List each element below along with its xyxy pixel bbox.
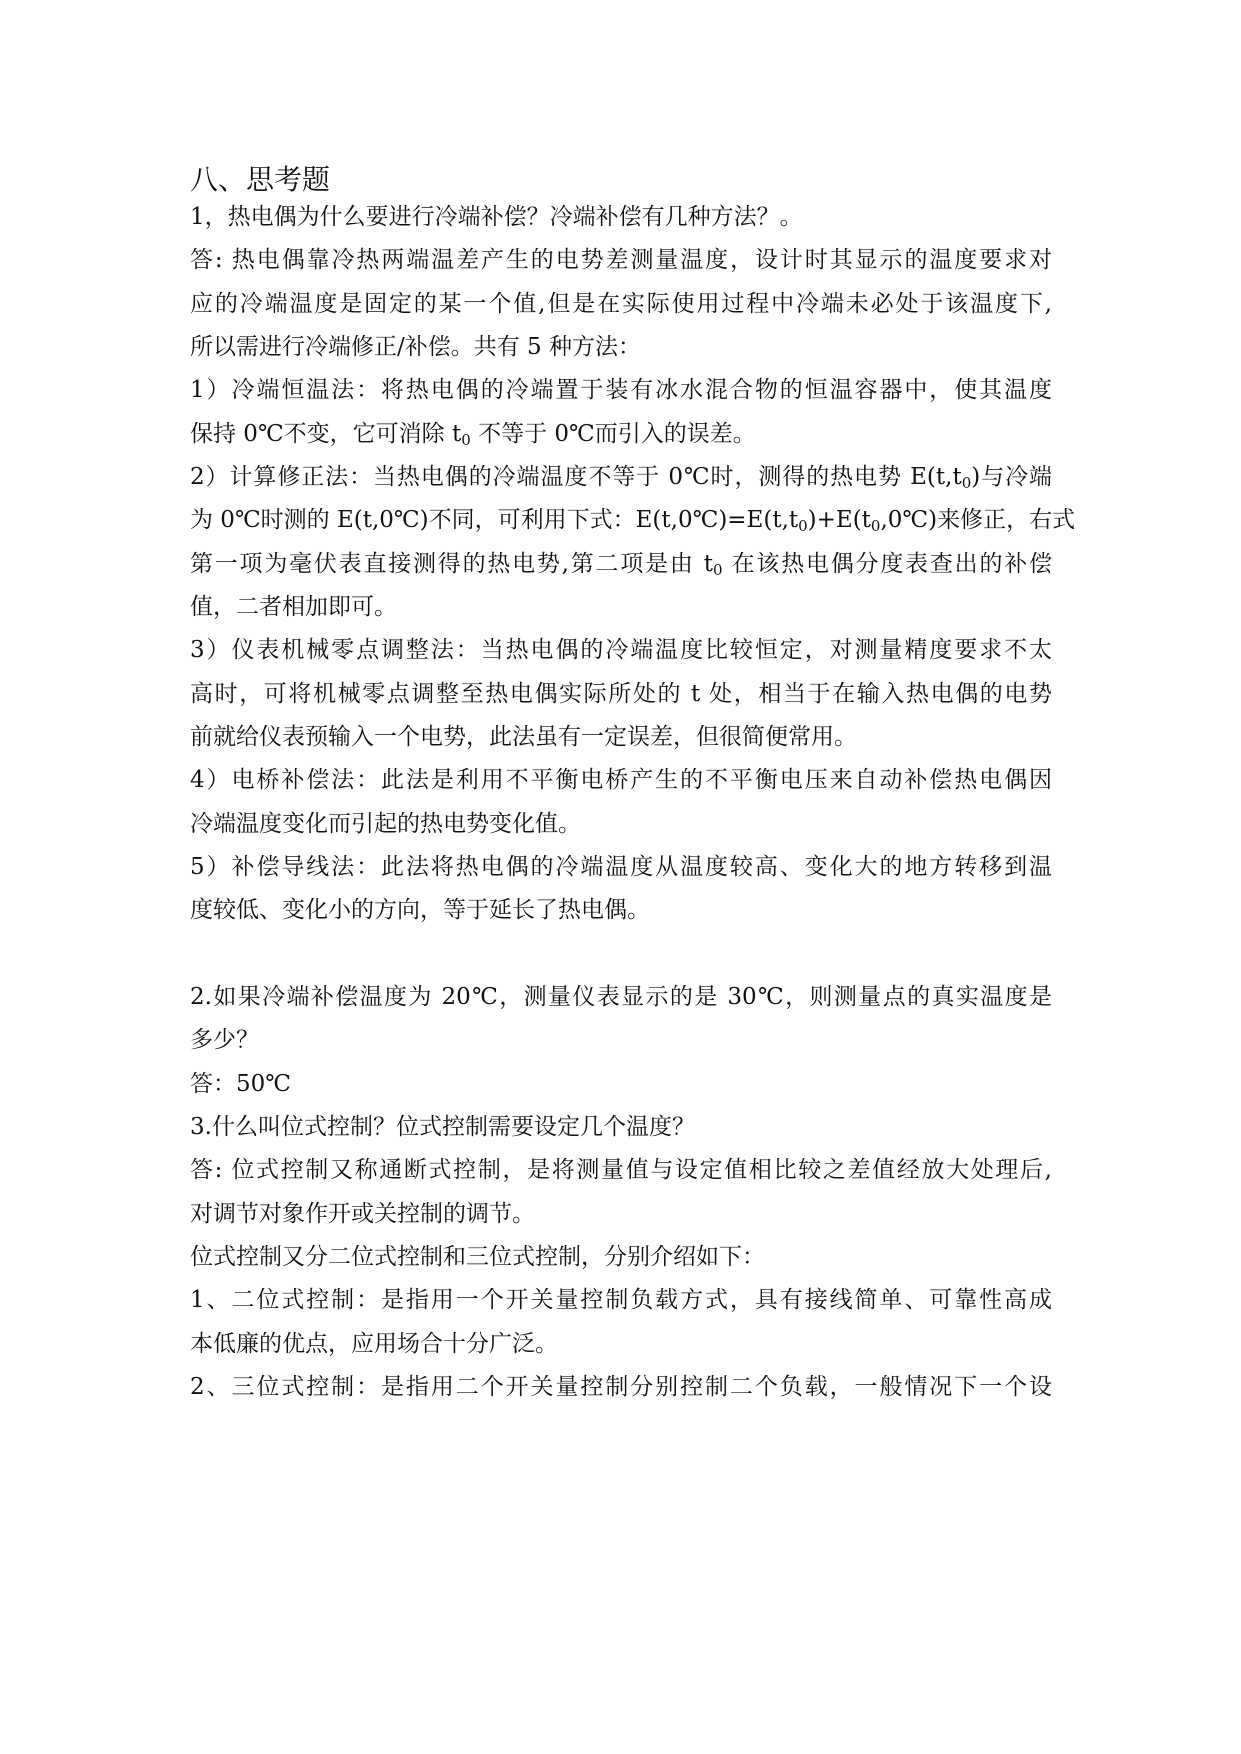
method-1-line-1: 1）冷端恒温法：将热电偶的冷端置于装有冰水混合物的恒温容器中，使其温度 bbox=[190, 377, 1052, 403]
method-3-line-1: 3）仪表机械零点调整法：当热电偶的冷端温度比较恒定，对测量精度要求不太 bbox=[190, 637, 1052, 663]
method-3-line-2: 高时，可将机械零点调整至热电偶实际所处的 t 处，相当于在输入热电偶的电势 bbox=[190, 681, 1052, 707]
q3-type-2-line-1: 2、三位式控制：是指用二个开关量控制分别控制二个负载，一般情况下一个设 bbox=[190, 1374, 1052, 1400]
method-4-line-2: 冷端温度变化而引起的热电势变化值。 bbox=[190, 811, 581, 837]
method-2-line-1: 2）计算修正法：当热电偶的冷端温度不等于 0℃时，测得的热电势 $E(t,t_0)$与冷端 bbox=[190, 464, 1052, 492]
method-5-line-2: 度较低、变化小的方向，等于延长了热电偶。 bbox=[190, 897, 650, 923]
q1-answer-line-2: 应的冷端温度是固定的某一个值,但是在实际使用过程中冷端未必处于该温度下, bbox=[190, 291, 1052, 317]
q3-type-1-line-2: 本低廉的优点，应用场合十分广泛。 bbox=[190, 1331, 558, 1357]
method-2-line-2: 为 0℃时测的 E(t,0℃)不同，可利用下式：$E(t,0℃)=E(t,t_0)+E(t_0,0℃)$来修正，右式 bbox=[190, 507, 1076, 535]
method-2-line-4: 值，二者相加即可。 bbox=[190, 594, 397, 620]
q1-answer-line-1: 答: 热电偶靠冷热两端温差产生的电势差测量温度，设计时其显示的温度要求对 bbox=[190, 247, 1052, 273]
q1-question: 1，热电偶为什么要进行冷端补偿？冷端补偿有几种方法？。 bbox=[190, 204, 803, 230]
method-4-line-1: 4）电桥补偿法：此法是利用不平衡电桥产生的不平衡电压来自动补偿热电偶因 bbox=[190, 767, 1052, 793]
section-heading: 八、思考题 bbox=[190, 163, 331, 196]
q3-type-1-line-1: 1、二位式控制：是指用一个开关量控制负载方式，具有接线简单、可靠性高成 bbox=[190, 1287, 1052, 1313]
q3-intro: 位式控制又分二位式控制和三位式控制，分别介绍如下： bbox=[190, 1244, 765, 1270]
method-5-line-1: 5）补偿导线法：此法将热电偶的冷端温度从温度较高、变化大的地方转移到温 bbox=[190, 854, 1052, 880]
q3-answer-line-1: 答: 位式控制又称通断式控制，是将测量值与设定值相比较之差值经放大处理后, bbox=[190, 1157, 1052, 1183]
q2-answer: 答：50℃ bbox=[190, 1071, 291, 1097]
q1-answer-line-3: 所以需进行冷端修正/补偿。共有 5 种方法： bbox=[190, 334, 642, 360]
q2-question-line-2: 多少？ bbox=[190, 1027, 259, 1053]
q3-answer-line-2: 对调节对象作开或关控制的调节。 bbox=[190, 1201, 535, 1227]
q2-question-line-1: 2.如果冷端补偿温度为 20℃，测量仪表显示的是 30℃，则测量点的真实温度是 bbox=[190, 984, 1052, 1010]
method-1-line-2: 保持 0℃不变，它可消除 $t_0$ 不等于 0℃而引入的误差。 bbox=[190, 421, 756, 449]
method-3-line-3: 前就给仪表预输入一个电势，此法虽有一定误差，但很简便常用。 bbox=[190, 724, 857, 750]
q3-question: 3.什么叫位式控制？位式控制需要设定几个温度？ bbox=[190, 1114, 695, 1140]
method-2-line-3: 第一项为毫伏表直接测得的热电势,第二项是由 $t_0$ 在该热电偶分度表查出的补偿 bbox=[190, 551, 1053, 579]
